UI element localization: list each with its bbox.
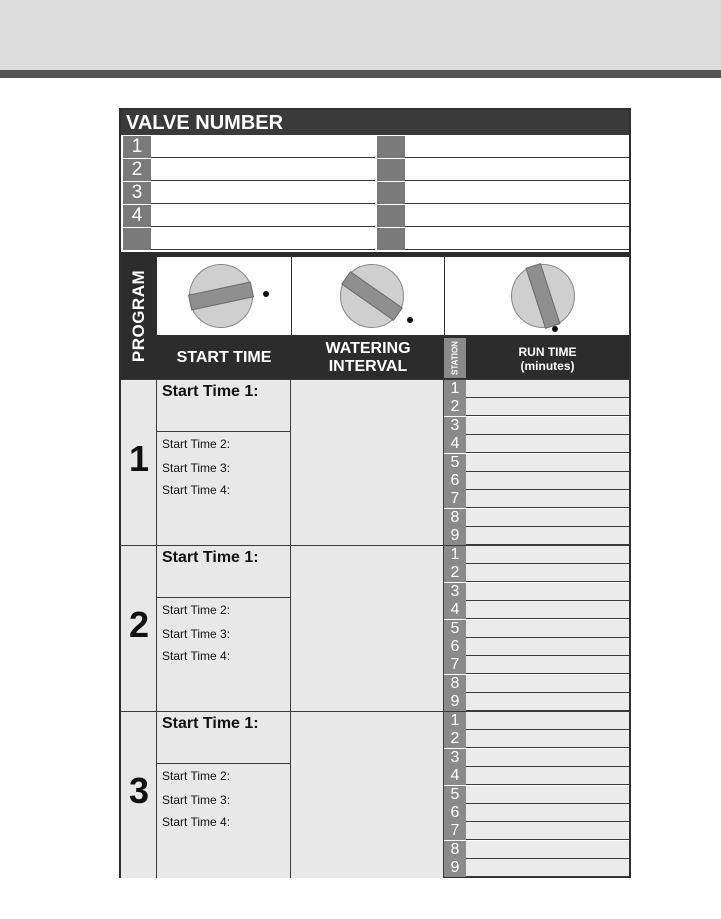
watering-interval-line1: WATERING bbox=[325, 340, 411, 357]
valve-number-5b bbox=[377, 228, 405, 250]
valve-row-5 bbox=[121, 228, 629, 250]
valve-field-2b[interactable] bbox=[405, 159, 629, 181]
program-number-text: 2 bbox=[128, 604, 150, 645]
valve-row-1 bbox=[121, 136, 629, 158]
station-number: 6 bbox=[444, 804, 466, 822]
valve-number-2: 2 bbox=[123, 159, 151, 181]
run-time-field[interactable] bbox=[466, 601, 629, 619]
start-time-2-label: Start Time 2: bbox=[162, 769, 231, 783]
watering-interval-dial-cell bbox=[292, 257, 444, 335]
station-number: 7 bbox=[444, 822, 466, 840]
run-time-field[interactable] bbox=[466, 546, 629, 564]
valve-field-1b[interactable] bbox=[405, 136, 629, 158]
valve-number-title: VALVE NUMBER bbox=[121, 110, 629, 135]
station-number: 5 bbox=[444, 786, 466, 804]
start-time-column bbox=[157, 546, 291, 712]
watering-interval-field[interactable] bbox=[291, 712, 444, 878]
run-time-field[interactable] bbox=[466, 490, 629, 508]
valve-number-2b bbox=[377, 159, 405, 181]
start-time-column bbox=[157, 380, 291, 546]
programming-sheet bbox=[119, 108, 631, 878]
station-number: 8 bbox=[444, 509, 466, 527]
watering-interval-field[interactable] bbox=[291, 380, 444, 546]
start-time-column bbox=[157, 712, 291, 878]
run-time-field[interactable] bbox=[466, 527, 629, 545]
run-time-field[interactable] bbox=[466, 583, 629, 601]
run-time-field[interactable] bbox=[466, 786, 629, 804]
station-header-text: STATION bbox=[450, 341, 460, 375]
program-number bbox=[121, 380, 157, 546]
valve-number-3: 3 bbox=[123, 182, 151, 204]
station-number: 7 bbox=[444, 656, 466, 674]
station-number: 7 bbox=[444, 490, 466, 508]
run-time-field[interactable] bbox=[466, 454, 629, 472]
dial-icon[interactable] bbox=[340, 264, 404, 328]
run-time-field[interactable] bbox=[466, 859, 629, 877]
station-number: 1 bbox=[444, 712, 466, 730]
valve-row-4 bbox=[121, 205, 629, 227]
watering-interval-line2: INTERVAL bbox=[328, 358, 408, 375]
run-time-field[interactable] bbox=[466, 712, 629, 730]
station-number: 2 bbox=[444, 730, 466, 748]
run-time-field[interactable] bbox=[466, 564, 629, 582]
program-divider bbox=[121, 711, 629, 712]
program-block-2 bbox=[121, 546, 629, 712]
valve-field-1[interactable] bbox=[151, 136, 375, 158]
program-number-text: 1 bbox=[128, 438, 150, 479]
station-number: 9 bbox=[444, 859, 466, 877]
run-time-field[interactable] bbox=[466, 472, 629, 490]
start-time-1-label: Start Time 1: bbox=[162, 383, 259, 400]
run-time-field[interactable] bbox=[466, 435, 629, 453]
station-number: 6 bbox=[444, 638, 466, 656]
run-time-field[interactable] bbox=[466, 380, 629, 398]
run-time-field[interactable] bbox=[466, 749, 629, 767]
dial-marker-icon bbox=[552, 326, 558, 332]
run-time-field[interactable] bbox=[466, 822, 629, 840]
start-time-3-label: Start Time 3: bbox=[162, 793, 231, 807]
station-number: 5 bbox=[444, 454, 466, 472]
station-number: 8 bbox=[444, 675, 466, 693]
start-time-1-field[interactable] bbox=[157, 546, 290, 598]
start-time-1-field[interactable] bbox=[157, 712, 290, 764]
header-rule bbox=[0, 70, 721, 78]
start-time-2-label: Start Time 2: bbox=[162, 437, 231, 451]
station-number: 6 bbox=[444, 472, 466, 490]
start-time-3-label: Start Time 3: bbox=[162, 627, 231, 641]
run-time-field[interactable] bbox=[466, 841, 629, 859]
run-time-field[interactable] bbox=[466, 767, 629, 785]
run-time-dial-cell bbox=[445, 257, 629, 335]
run-time-field[interactable] bbox=[466, 730, 629, 748]
valve-number-4: 4 bbox=[123, 205, 151, 227]
run-time-field[interactable] bbox=[466, 398, 629, 416]
valve-number-1: 1 bbox=[123, 136, 151, 158]
station-number: 2 bbox=[444, 564, 466, 582]
dial-pointer-icon bbox=[341, 271, 403, 321]
station-number: 8 bbox=[444, 841, 466, 859]
start-time-2-label: Start Time 2: bbox=[162, 603, 231, 617]
valve-field-5[interactable] bbox=[151, 228, 375, 250]
run-time-line1: RUN TIME bbox=[518, 345, 577, 359]
station-number: 3 bbox=[444, 417, 466, 435]
run-time-header bbox=[466, 338, 629, 378]
program-number-text: 3 bbox=[128, 770, 150, 811]
start-time-4-label: Start Time 4: bbox=[162, 649, 231, 663]
start-time-1-field[interactable] bbox=[157, 380, 290, 432]
program-label-text: PROGRAM bbox=[129, 269, 148, 363]
station-number: 4 bbox=[444, 767, 466, 785]
valve-row-2 bbox=[121, 159, 629, 181]
page-header-band bbox=[0, 0, 721, 70]
run-time-field[interactable] bbox=[466, 509, 629, 527]
station-number: 4 bbox=[444, 601, 466, 619]
program-number bbox=[121, 546, 157, 712]
start-time-header: START TIME bbox=[176, 349, 272, 366]
start-time-dial-cell bbox=[157, 257, 291, 335]
station-number: 3 bbox=[444, 583, 466, 601]
valve-field-3b[interactable] bbox=[405, 182, 629, 204]
run-time-field[interactable] bbox=[466, 675, 629, 693]
run-time-field[interactable] bbox=[466, 804, 629, 822]
station-number: 1 bbox=[444, 546, 466, 564]
station-number: 1 bbox=[444, 380, 466, 398]
valve-number-1b bbox=[377, 136, 405, 158]
station-number: 5 bbox=[444, 620, 466, 638]
valve-field-4[interactable] bbox=[151, 205, 375, 227]
station-number: 9 bbox=[444, 693, 466, 711]
station-number: 3 bbox=[444, 749, 466, 767]
program-block-1 bbox=[121, 380, 629, 546]
valve-field-3[interactable] bbox=[151, 182, 375, 204]
valve-field-5b[interactable] bbox=[405, 228, 629, 250]
program-divider bbox=[121, 545, 629, 546]
valve-number-5 bbox=[123, 228, 151, 250]
station-number: 9 bbox=[444, 527, 466, 545]
watering-interval-header bbox=[292, 338, 444, 378]
run-time-field[interactable] bbox=[466, 693, 629, 711]
run-time-field[interactable] bbox=[466, 620, 629, 638]
dial-pointer-icon bbox=[188, 282, 254, 311]
run-time-line2: (minutes) bbox=[520, 359, 575, 373]
dial-marker-icon bbox=[263, 291, 269, 297]
program-block-3 bbox=[121, 712, 629, 878]
dial-icon[interactable] bbox=[189, 264, 253, 328]
valve-field-4b[interactable] bbox=[405, 205, 629, 227]
watering-interval-field[interactable] bbox=[291, 546, 444, 712]
valve-row-3 bbox=[121, 182, 629, 204]
dial-marker-icon bbox=[407, 317, 413, 323]
valve-number-3b bbox=[377, 182, 405, 204]
station-number: 2 bbox=[444, 398, 466, 416]
program-number bbox=[121, 712, 157, 878]
station-number: 4 bbox=[444, 435, 466, 453]
run-time-field[interactable] bbox=[466, 638, 629, 656]
program-divider bbox=[121, 379, 629, 380]
start-time-3-label: Start Time 3: bbox=[162, 461, 231, 475]
dial-pointer-icon bbox=[526, 263, 561, 329]
valve-field-2[interactable] bbox=[151, 159, 375, 181]
dial-icon[interactable] bbox=[511, 264, 575, 328]
run-time-field[interactable] bbox=[466, 656, 629, 674]
start-time-1-label: Start Time 1: bbox=[162, 715, 259, 732]
program-label bbox=[123, 252, 155, 380]
station-header bbox=[444, 338, 466, 378]
start-time-1-label: Start Time 1: bbox=[162, 549, 259, 566]
start-time-4-label: Start Time 4: bbox=[162, 483, 231, 497]
start-time-4-label: Start Time 4: bbox=[162, 815, 231, 829]
valve-number-4b bbox=[377, 205, 405, 227]
run-time-field[interactable] bbox=[466, 417, 629, 435]
